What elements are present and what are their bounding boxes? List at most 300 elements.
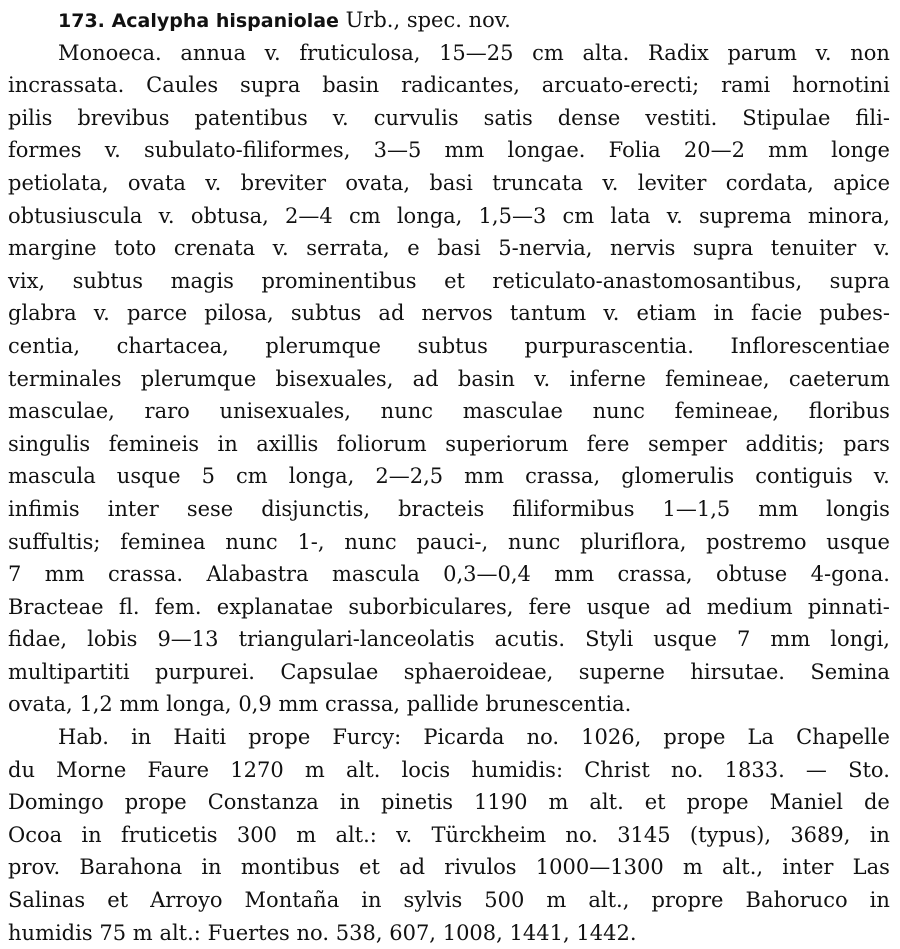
text-word: 1270 [230,757,284,782]
text-word: mm [464,464,504,489]
text-word: purpurei. [155,659,255,684]
text-word: montibus [240,855,340,880]
text-word: usque [586,594,651,619]
species-heading [8,4,890,37]
text-word: 9—13 [157,627,219,652]
text-word: 15—25 [439,40,514,65]
text-word: fem. [154,594,202,619]
text-word: ovata, [345,170,411,195]
text-word: hirsutae. [690,659,785,684]
text-word: rivulos [444,855,517,880]
text-word: Furcy: [332,725,402,750]
text-word: hornotini [792,73,890,98]
text-word: mascula [8,464,96,489]
text-word: disjunctis, [261,496,371,521]
text-word: in [201,855,222,880]
text-word: nervos [421,301,493,326]
text-word: femineae, [665,366,770,391]
description-line [8,265,890,298]
text-word: raro [144,399,190,424]
text-word: masculae [462,399,563,424]
text-word: nunc [225,529,278,554]
text-word: fl. [118,594,140,619]
text-word: Las [852,855,890,880]
text-word: Fuertes [207,920,290,945]
text-word: nunc [592,399,645,424]
text-word: mascula [331,562,420,587]
text-word: m [546,888,567,913]
text-word: cm [532,40,564,65]
text-word: feminea [120,529,206,554]
text-word: pluriflora, [580,529,687,554]
text-word: alt., [588,888,630,913]
description-line [8,591,890,624]
text-word: reticulato-anastomosantibus, [492,268,803,293]
text-word: pauci-, [416,529,489,554]
text-word: crassa, [324,692,401,717]
text-word: crassa, [525,464,601,489]
text-word: masculae, [8,399,115,424]
text-word: m [296,822,317,847]
text-word: mm [554,562,595,587]
text-word: 0,3—0,4 [443,562,531,587]
text-word: 1,2 [79,692,113,717]
text-word: basi [429,170,473,195]
text-word: Sto. [848,757,890,782]
habitat-line [8,819,890,852]
text-word: 0,9 [238,692,272,717]
text-word: fere [528,594,572,619]
text-word: v. [158,203,175,228]
text-word: supra [240,73,301,98]
text-word: cm [348,203,381,228]
text-word: v. [332,105,349,130]
text-word: plerumque [265,333,381,358]
text-word: suffultis; [8,529,101,554]
text-word: du [8,757,35,782]
text-word: petiolata, [8,170,109,195]
text-word: vix, [8,268,46,293]
text-word: facie [750,301,803,326]
text-word: obtusa, [190,203,269,228]
text-word: unisexuales, [219,399,351,424]
text-word: in [81,822,102,847]
description-line [8,37,890,70]
text-word: contiguis [755,464,853,489]
text-word: 1833. [724,757,785,782]
text-word: Salinas [8,888,86,913]
text-word: v. [396,822,413,847]
text-word: 2—4 [285,203,333,228]
text-word: postremo [706,529,807,554]
text-word: 3—5 [373,138,422,163]
text-word: 5 [201,464,215,489]
text-word: suborbiculares, [348,594,514,619]
text-word: 1008, [442,920,503,945]
text-word: 2—2,5 [375,464,444,489]
text-word: 7 [8,562,22,587]
text-word: femineae, [674,399,780,424]
text-word: 1—1,5 [662,496,731,521]
text-word: Türckheim [431,822,547,847]
text-word: mm [768,138,808,163]
text-word: ad [412,366,439,391]
text-word: no. [565,822,598,847]
species-author: Urb., spec. nov. [345,8,511,32]
description-line [8,623,890,656]
text-word: longa, [288,464,355,489]
text-word: ad [378,301,405,326]
text-word: nunc [344,529,397,554]
text-word: mm [278,692,319,717]
text-word: pallide [406,692,479,717]
text-word: 7 [737,627,751,652]
text-word: subtus [72,268,144,293]
text-word: Inflorescentiae [730,333,890,358]
text-word: Stipulae [742,105,831,130]
text-word: Christ [584,757,650,782]
description-line [8,69,890,102]
text-word: in [131,725,152,750]
text-word: formes [8,138,82,163]
text-word: medium [706,594,793,619]
text-word: additis; [745,431,825,456]
text-word: margine [8,236,97,261]
text-word: e [407,236,420,261]
text-word: longis [826,496,890,521]
habitat-line [8,851,890,884]
text-word: mm [444,138,485,163]
text-word: Faure [147,757,210,782]
text-word: Arroyo [150,888,223,913]
text-word: 1190 [474,790,528,815]
text-word: m [682,855,703,880]
text-word: Capsulae [280,659,379,684]
text-word: et [359,855,380,880]
text-word: satis [483,105,533,130]
text-word: basi [437,236,481,261]
text-word: alt. [346,757,381,782]
text-word: breviter [240,170,327,195]
text-word: 500 [484,888,525,913]
text-word: leviter [637,170,707,195]
text-word: 538, [335,920,383,945]
text-word: v. [873,464,890,489]
text-word: serrata, [306,236,390,261]
text-word: bisexuales, [275,366,394,391]
text-word: in [869,822,890,847]
text-word: radicantes, [401,73,520,98]
species-name: Acalypha hispaniolae [111,10,339,32]
text-word: Morne [56,757,127,782]
text-word: Hab. [58,725,109,750]
text-word: mm [44,562,85,587]
description-line [8,688,890,721]
text-word: v. [666,203,683,228]
text-word: no. [526,725,560,750]
text-word: et [444,268,465,293]
text-word: inferne [569,366,646,391]
text-word: locis [401,757,451,782]
text-word: foliorum [336,431,427,456]
text-word: patentibus [194,105,308,130]
text-word: Chapelle [796,725,890,750]
text-word: mm [758,496,799,521]
text-word: semper [647,431,727,456]
text-word: Monoeca. [58,40,162,65]
text-word: annua [180,40,246,65]
text-word: in [361,888,382,913]
text-word: inter [782,855,834,880]
text-word: 75 [99,920,127,945]
text-word: triangulari-lanceolatis [238,627,475,652]
text-word: usque [826,529,890,554]
text-word: sese [186,496,234,521]
habitat-line [8,721,890,754]
text-word: pinnati- [807,594,890,619]
text-word: floribus [808,399,890,424]
text-word: sylvis [403,888,463,913]
text-word: sphaeroideae, [403,659,554,684]
text-word: Constanza [207,790,319,815]
text-word: cordata, [725,170,814,195]
text-word: Semina [810,659,890,684]
text-word: axillis [256,431,319,456]
text-word: caeterum [788,366,890,391]
text-word: magis [170,268,234,293]
text-word: subtus [290,301,362,326]
description-line [8,363,890,396]
text-word: nunc [380,399,434,424]
text-word: 1000—1300 [535,855,664,880]
habitat-line [8,884,890,917]
text-word: pubes- [819,301,890,326]
text-word: prope [663,725,726,750]
text-word: purpurascentia. [524,333,694,358]
text-word: subulato-filiformes, [144,138,351,163]
text-word: chartacea, [116,333,229,358]
text-word: alt. [589,790,624,815]
text-word: 1-, [297,529,325,554]
description-line [8,134,890,167]
text-word: pilosa, [204,301,274,326]
text-word: incrassata. [8,73,125,98]
description-line [8,656,890,689]
text-word: ovata [127,170,186,195]
text-word: Bracteae [8,594,104,619]
text-word: prope [124,790,187,815]
text-word: pilis [8,105,53,130]
habitat-line [8,786,890,819]
text-word: v. [534,366,551,391]
text-word: cm [562,203,595,228]
description-line [8,526,890,559]
text-word: ad [399,855,426,880]
description-line [8,232,890,265]
text-word: prov. [8,855,61,880]
text-word: Montaña [244,888,340,913]
text-word: nunc [507,529,561,554]
text-word: plerumque [140,366,257,391]
text-word: multipartiti [8,659,130,684]
text-word: in [339,790,361,815]
text-word: ad [665,594,692,619]
description-line [8,558,890,591]
text-word: Alabastra [206,562,309,587]
text-word: non [850,40,890,65]
text-word: m [548,790,569,815]
text-word: arcuato-erecti; [541,73,700,98]
text-word: explanatae [216,594,334,619]
text-word: tenuiter [770,236,857,261]
text-word: alt.: [335,822,377,847]
text-word: et [644,790,666,815]
text-word: Ocoa [8,822,63,847]
description-line [8,297,890,330]
text-word: etiam [636,301,697,326]
text-word: m [132,920,153,945]
text-word: mm [770,627,811,652]
text-word: truncata [492,170,583,195]
description-line [8,460,890,493]
text-word: prominentibus [261,268,417,293]
text-word: superiorum [445,431,569,456]
text-word: suprema [699,203,792,228]
text-word: Haiti [173,725,227,750]
text-word: 3689, [790,822,851,847]
text-word: superne [578,659,665,684]
text-word: 20—2 [683,138,745,163]
text-word: no. [670,757,704,782]
text-word: fruticulosa, [299,40,421,65]
description-line [8,428,890,461]
text-word: obtusiuscula [8,203,143,228]
text-word: vestiti. [645,105,718,130]
description-line [8,167,890,200]
text-word: bracteis [398,496,485,521]
text-word: no. [296,920,330,945]
text-word: pinetis [381,790,454,815]
text-word: ovata, [8,692,73,717]
species-number: 173. [58,10,105,32]
text-word: 1026, [581,725,642,750]
text-word: 5-nervia, [498,236,593,261]
text-word: Domingo [8,790,104,815]
text-word: toto [114,236,157,261]
text-word: longa, [396,203,463,228]
text-word: (typus), [689,822,772,847]
text-word: filiformibus [512,496,635,521]
text-word: Folia [608,138,661,163]
text-word: cm [236,464,268,489]
text-word: fidae, [8,627,68,652]
text-word: longi, [830,627,890,652]
description-line [8,330,890,363]
text-word: glabra [8,301,77,326]
text-word: propre [651,888,724,913]
text-word: fili- [855,105,890,130]
text-word: v. [603,301,620,326]
text-word: basin [457,366,515,391]
text-word: Barahona [79,855,183,880]
text-word: v. [205,170,222,195]
text-word: crenata [173,236,256,261]
text-word: lata [610,203,651,228]
text-word: Caules [146,73,219,98]
text-word: brevibus [77,105,170,130]
text-word: centia, [8,333,81,358]
text-word: obtuse [715,562,788,587]
text-word: 4-gona. [810,562,890,587]
text-word: lobis [87,627,138,652]
text-word: v. [264,40,281,65]
text-word: parce [126,301,188,326]
text-word: Picarda [423,725,505,750]
text-word: 300 [236,822,277,847]
text-word: Maniel [769,790,843,815]
text-word: glomerulis [621,464,735,489]
text-word: 3145 [617,822,671,847]
text-word: Bahoruco [745,888,848,913]
text-word: curvulis [373,105,459,130]
text-word: humidis [8,920,93,945]
text-word: in [713,301,734,326]
text-word: nervis [610,236,676,261]
text-word: acutis. [494,627,566,652]
text-word: 1442. [576,920,637,945]
text-word: inter [107,496,159,521]
text-word: usque [653,627,717,652]
description-paragraph [8,37,890,721]
text-word: 1441, [509,920,570,945]
text-word: supra [829,268,890,293]
description-line [8,200,890,233]
text-word: longae. [507,138,586,163]
text-word: m [304,757,325,782]
text-word: longe [831,138,890,163]
text-word: terminales [8,366,122,391]
text-word: v. [873,236,890,261]
text-word: 1,5—3 [478,203,547,228]
text-word: 607, [389,920,436,945]
text-word: longa, [166,692,232,717]
text-word: subtus [417,333,488,358]
text-word: brunescentia. [485,692,632,717]
text-word: fruticetis [120,822,218,847]
text-word: alt.: [159,920,201,945]
habitat-line [8,917,890,949]
text-word: in [869,888,890,913]
text-word: humidis: [471,757,564,782]
text-word: prope [248,725,311,750]
text-word: crassa, [617,562,693,587]
text-word: v. [815,40,832,65]
text-word: Styli [585,627,634,652]
text-word: v. [104,138,121,163]
text-word: usque [116,464,181,489]
text-word: rami [721,73,771,98]
text-word: fere [586,431,630,456]
text-word: basin [322,73,380,98]
text-word: et [107,888,129,913]
text-word: minora, [807,203,890,228]
text-word: parum [727,40,797,65]
text-word: in [217,431,238,456]
text-word: v. [93,301,110,326]
text-word: alt., [722,855,764,880]
description-line [8,395,890,428]
text-word: v. [272,236,289,261]
